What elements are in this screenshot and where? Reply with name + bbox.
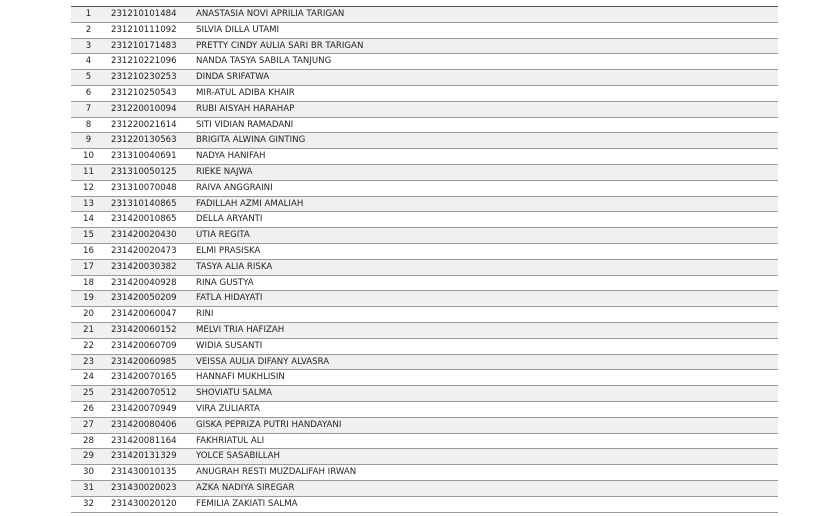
row-number: 27 [71,417,106,433]
student-id: 231310070048 [106,180,194,196]
student-id: 231210250543 [106,85,194,101]
table-row [71,370,778,386]
student-name: SILVIA DILLA UTAMI [194,22,778,38]
student-id: 231430020023 [106,480,194,496]
row-number: 4 [71,54,106,70]
student-name: FADILLAH AZMI AMALIAH [194,196,778,212]
table-row [71,117,778,133]
student-id: 231420060985 [106,354,194,370]
row-number: 24 [71,370,106,386]
row-number: 11 [71,164,106,180]
row-number: 12 [71,180,106,196]
student-id: 231310140865 [106,196,194,212]
table-row [71,212,778,228]
student-id: 231210171483 [106,38,194,54]
table-row [71,228,778,244]
row-number: 23 [71,354,106,370]
table-row [71,54,778,70]
row-number: 21 [71,322,106,338]
student-list [71,6,778,513]
student-id: 231420060709 [106,338,194,354]
student-id: 231420050209 [106,291,194,307]
table-row [71,496,778,512]
student-name: VIRA ZULIARTA [194,401,778,417]
row-number: 31 [71,480,106,496]
student-id: 231420080406 [106,417,194,433]
table-row [71,401,778,417]
student-name: NADYA HANIFAH [194,149,778,165]
student-id: 231420070512 [106,386,194,402]
student-name: ANUGRAH RESTI MUZDALIFAH IRWAN [194,465,778,481]
student-name: UTIA REGITA [194,228,778,244]
student-name: RIEKE NAJWA [194,164,778,180]
student-id: 231420030382 [106,259,194,275]
student-name: RAIVA ANGGRAINI [194,180,778,196]
row-number: 26 [71,401,106,417]
student-name: SHOVIATU SALMA [194,386,778,402]
row-number: 29 [71,449,106,465]
table-row [71,180,778,196]
table-row [71,196,778,212]
row-number: 22 [71,338,106,354]
table-row [71,338,778,354]
row-number: 13 [71,196,106,212]
student-name: ELMI PRASISKA [194,243,778,259]
row-number: 17 [71,259,106,275]
row-number: 16 [71,243,106,259]
student-id: 231420070165 [106,370,194,386]
student-name: HANNAFI MUKHLISIN [194,370,778,386]
row-number: 2 [71,22,106,38]
table-row [71,465,778,481]
table-row [71,133,778,149]
student-id: 231220021614 [106,117,194,133]
student-name: WIDIA SUSANTI [194,338,778,354]
student-id: 231210101484 [106,7,194,23]
table-row [71,7,778,23]
student-name: FEMILIA ZAKIATI SALMA [194,496,778,512]
student-name: TASYA ALIA RISKA [194,259,778,275]
table-row [71,417,778,433]
student-name: ANASTASIA NOVI APRILIA TARIGAN [194,7,778,23]
row-number: 9 [71,133,106,149]
student-name: RINI [194,307,778,323]
table-row [71,149,778,165]
table-row [71,85,778,101]
student-id: 231420020430 [106,228,194,244]
student-id: 231310050125 [106,164,194,180]
student-name: YOLCE SASABILLAH [194,449,778,465]
student-name: DELLA ARYANTI [194,212,778,228]
table-row [71,322,778,338]
student-id: 231220010094 [106,101,194,117]
row-number: 20 [71,307,106,323]
student-id: 231420020473 [106,243,194,259]
row-number: 6 [71,85,106,101]
row-number: 5 [71,70,106,86]
row-number: 18 [71,275,106,291]
table-row [71,354,778,370]
table-row [71,101,778,117]
table-row [71,259,778,275]
student-name: VEISSA AULIA DIFANY ALVASRA [194,354,778,370]
student-id: 231310040691 [106,149,194,165]
table-row [71,386,778,402]
student-name: AZKA NADIYA SIREGAR [194,480,778,496]
student-id: 231420060047 [106,307,194,323]
table-row [71,449,778,465]
student-id: 231210230253 [106,70,194,86]
student-id: 231420081164 [106,433,194,449]
student-name: FATLA HIDAYATI [194,291,778,307]
row-number: 28 [71,433,106,449]
table-row [71,70,778,86]
row-number: 3 [71,38,106,54]
student-name: BRIGITA ALWINA GINTING [194,133,778,149]
table-row [71,275,778,291]
student-id: 231220130563 [106,133,194,149]
student-name: RINA GUSTYA [194,275,778,291]
student-name: PRETTY CINDY AULIA SARI BR TARIGAN [194,38,778,54]
row-number: 30 [71,465,106,481]
row-number: 7 [71,101,106,117]
row-number: 10 [71,149,106,165]
student-name: RUBI AISYAH HARAHAP [194,101,778,117]
row-number: 8 [71,117,106,133]
table-row [71,164,778,180]
student-id: 231420131329 [106,449,194,465]
table-row [71,22,778,38]
student-name: DINDA SRIFATWA [194,70,778,86]
student-table-body [71,7,778,513]
table-row [71,433,778,449]
student-id: 231430010135 [106,465,194,481]
row-number: 1 [71,7,106,23]
table-row [71,307,778,323]
student-name: MIR-ATUL ADIBA KHAIR [194,85,778,101]
student-id: 231420040928 [106,275,194,291]
row-number: 15 [71,228,106,244]
student-id: 231420010865 [106,212,194,228]
student-id: 231420060152 [106,322,194,338]
student-id: 231420070949 [106,401,194,417]
table-row [71,291,778,307]
student-name: SITI VIDIAN RAMADANI [194,117,778,133]
row-number: 25 [71,386,106,402]
student-id: 231430020120 [106,496,194,512]
row-number: 19 [71,291,106,307]
table-row [71,243,778,259]
student-id: 231210221096 [106,54,194,70]
student-name: GISKA PEPRIZA PUTRI HANDAYANI [194,417,778,433]
row-number: 14 [71,212,106,228]
row-number: 32 [71,496,106,512]
table-row [71,480,778,496]
student-name: FAKHRIATUL ALI [194,433,778,449]
student-table [71,6,778,513]
student-id: 231210111092 [106,22,194,38]
table-row [71,38,778,54]
student-name: MELVI TRIA HAFIZAH [194,322,778,338]
student-name: NANDA TASYA SABILA TANJUNG [194,54,778,70]
